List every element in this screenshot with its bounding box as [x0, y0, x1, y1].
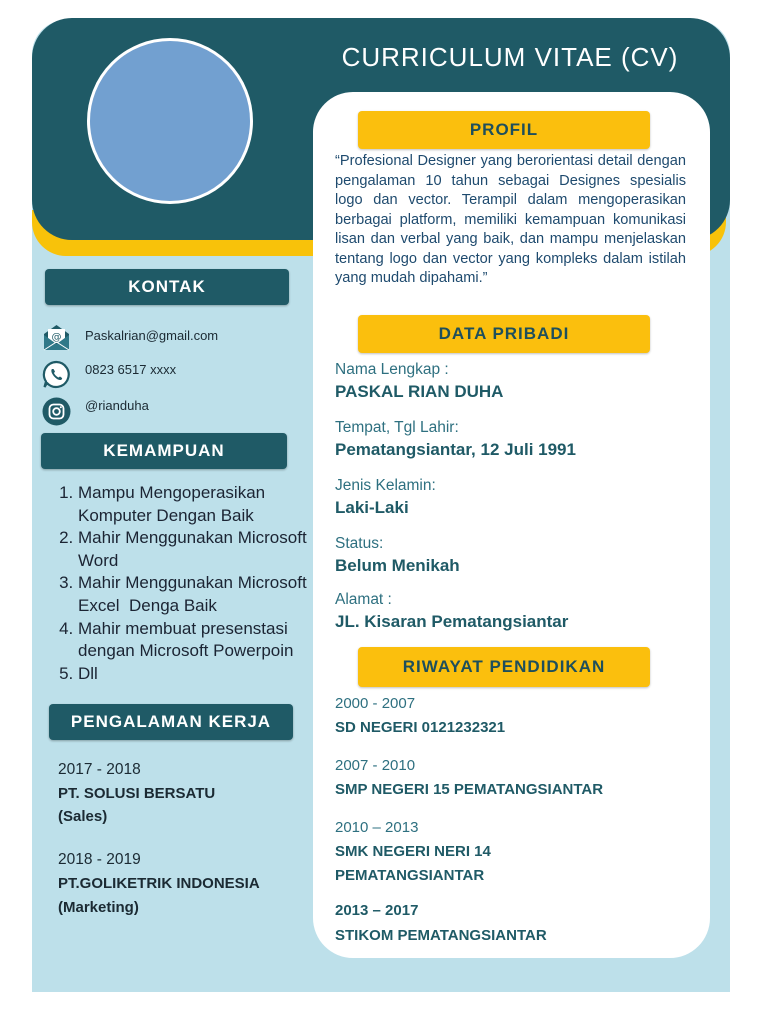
- education-years: 2013 – 2017: [335, 902, 419, 919]
- personal-label-address: Alamat :: [335, 591, 392, 608]
- personal-label-birth: Tempat, Tgl Lahir:: [335, 419, 459, 436]
- personal-value-address: JL. Kisaran Pematangsiantar: [335, 612, 569, 631]
- skill-item: 5. Dll: [78, 663, 340, 686]
- experience-role: (Sales): [58, 808, 108, 825]
- skill-item: 3. Mahir Menggunakan Microsoft Excel Denga Baik: [78, 572, 340, 617]
- experience-years: 2018 - 2019: [58, 851, 141, 868]
- section-heading-kemampuan: KEMAMPUAN: [41, 433, 287, 469]
- section-heading-kontak: KONTAK: [45, 269, 289, 305]
- personal-value-name: PASKAL RIAN DUHA: [335, 382, 504, 401]
- page-title: CURRICULUM VITAE (CV): [341, 42, 679, 72]
- education-years: 2007 - 2010: [335, 757, 416, 774]
- education-years: 2000 - 2007: [335, 695, 416, 712]
- skills-list: [48, 482, 340, 685]
- education-years: 2010 – 2013: [335, 819, 419, 836]
- personal-value-status: Belum Menikah: [335, 556, 460, 575]
- section-heading-profil: PROFIL: [358, 111, 650, 149]
- email-icon: [42, 323, 71, 352]
- section-heading-pengalaman-kerja: PENGALAMAN KERJA: [49, 704, 293, 740]
- skill-item: 1. Mampu Mengoperasikan Komputer Dengan Baik: [78, 482, 340, 527]
- personal-label-name: Nama Lengkap :: [335, 361, 449, 378]
- personal-label-status: Status:: [335, 535, 384, 552]
- skill-item: 4. Mahir membuat presenstasi dengan Microsoft Powerpoin: [78, 618, 340, 663]
- education-school-continued: PEMATANGSIANTAR: [335, 867, 485, 884]
- instagram-icon: [42, 397, 71, 426]
- education-school: SMK NEGERI NERI 14: [335, 843, 491, 860]
- personal-label-gender: Jenis Kelamin:: [335, 477, 436, 494]
- experience-company: PT. SOLUSI BERSATU: [58, 785, 216, 802]
- profile-summary: “Profesional Designer yang berorientasi detail dengan pengalaman 10 tahun sebagai Designes spesialis logo dan vector. Terampil dalam mengoperasikan berbagai platform, memiliki kemampuan komunikasi lisan dan verbal yang baik, dan mampu menjelaskan tentang logo dan vector yang kompleks dalam istilah yang mudah dipahami.”: [335, 153, 686, 286]
- education-school: STIKOM PEMATANGSIANTAR: [335, 927, 547, 944]
- personal-value-birth: Pematangsiantar, 12 Juli 1991: [335, 440, 576, 459]
- education-school: SD NEGERI 0121232321: [335, 719, 506, 736]
- contact-instagram: @rianduha: [85, 398, 149, 413]
- education-school: SMP NEGERI 15 PEMATANGSIANTAR: [335, 781, 604, 798]
- experience-years: 2017 - 2018: [58, 761, 141, 778]
- profile-photo-placeholder: [87, 38, 253, 204]
- contact-phone: 0823 6517 xxxx: [85, 362, 177, 377]
- experience-role: (Marketing): [58, 899, 139, 916]
- svg-text:@: @: [51, 332, 62, 343]
- whatsapp-icon: [42, 360, 71, 389]
- personal-value-gender: Laki-Laki: [335, 498, 409, 517]
- section-heading-riwayat-pendidikan: RIWAYAT PENDIDIKAN: [358, 647, 650, 687]
- contact-email: Paskalrian@gmail.com: [85, 328, 219, 343]
- skill-item: 2. Mahir Menggunakan Microsoft Word: [78, 527, 340, 572]
- experience-company: PT.GOLIKETRIK INDONESIA: [58, 875, 260, 892]
- section-heading-data-pribadi: DATA PRIBADI: [358, 315, 650, 353]
